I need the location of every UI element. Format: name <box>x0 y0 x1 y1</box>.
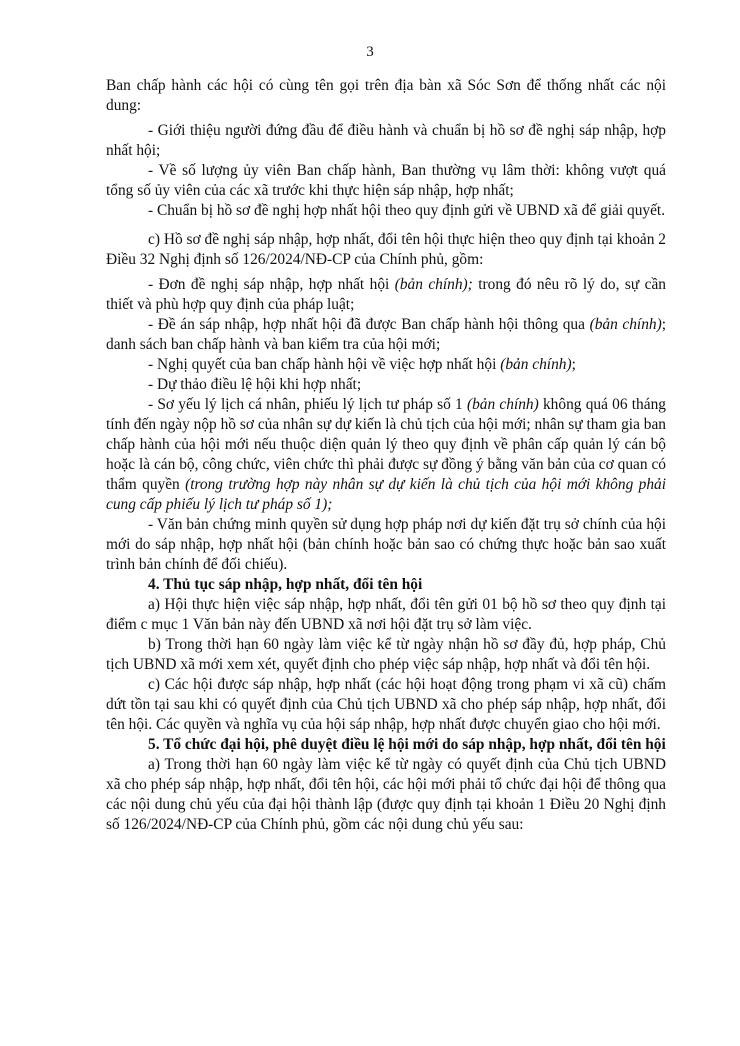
list-item: - Giới thiệu người đứng đầu để điều hành và chuẩn bị hồ sơ đề nghị sáp nhập, hợp nhất hội; <box>106 122 666 159</box>
list-item: - Đề án sáp nhập, hợp nhất hội đã được Ban chấp hành hội thông qua (bản chính); danh sách ban chấp hành và ban kiểm tra của hội mới; <box>106 316 666 353</box>
section-heading: 4. Thủ tục sáp nhập, hợp nhất, đổi tên hội <box>148 576 423 593</box>
list-item: - Nghị quyết của ban chấp hành hội về việc hợp nhất hội (bản chính); <box>148 356 576 373</box>
paragraph: c) Hồ sơ đề nghị sáp nhập, hợp nhất, đổi tên hội thực hiện theo quy định tại khoản 2 Điều 32 Nghị định số 126/2024/NĐ-CP của Chính phủ, gồm: <box>106 231 666 268</box>
paragraph: b) Trong thời hạn 60 ngày làm việc kể từ ngày nhận hồ sơ đầy đủ, hợp pháp, Chủ tịch UBND xã mới xem xét, quyết định cho phép việc sáp nhập, hợp nhất và đổi tên hội. <box>106 636 666 673</box>
paragraph: a) Hội thực hiện việc sáp nhập, hợp nhất, đổi tên gửi 01 bộ hồ sơ theo quy định tại điểm c mục 1 Văn bản này đến UBND xã nơi hội đặt trụ sở làm việc. <box>106 596 666 633</box>
document-body <box>106 76 666 835</box>
page-number: 3 <box>366 44 374 60</box>
list-item: - Sơ yếu lý lịch cá nhân, phiếu lý lịch tư pháp số 1 (bản chính) không quá 06 tháng tính đến ngày nộp hồ sơ của nhân sự dự kiến là chủ tịch của hội mới; nhân sự tham gia ban chấp hành của hội mới nếu thuộc diện quản lý theo quy định về phân cấp quản lý cán bộ hoặc là cán bộ, công chức, viên chức thì phải được sự đồng ý bằng văn bản của cơ quan có thẩm quyền (trong trường hợp này nhân sự dự kiến là chủ tịch của hội mới không phải cung cấp phiếu lý lịch tư pháp số 1); <box>106 396 666 513</box>
paragraph: a) Trong thời hạn 60 ngày làm việc kể từ ngày có quyết định của Chủ tịch UBND xã cho phép sáp nhập, hợp nhất, đổi tên hội, các hội mới phải tổ chức đại hội để thông qua các nội dung chủ yếu của đại hội thành lập (được quy định tại khoản 1 Điều 20 Nghị định số 126/2024/NĐ-CP của Chính phủ, gồm các nội dung chủ yếu sau: <box>106 756 666 833</box>
list-item: - Chuẩn bị hồ sơ đề nghị hợp nhất hội theo quy định gửi về UBND xã để giải quyết. <box>148 202 666 219</box>
section-heading: 5. Tổ chức đại hội, phê duyệt điều lệ hội mới do sáp nhập, hợp nhất, đổi tên hội <box>148 736 666 753</box>
list-item: - Dự thảo điều lệ hội khi hợp nhất; <box>148 376 362 393</box>
paragraph: Ban chấp hành các hội có cùng tên gọi trên địa bàn xã Sóc Sơn để thống nhất các nội dung: <box>106 77 666 114</box>
list-item: - Về số lượng ủy viên Ban chấp hành, Ban thường vụ lâm thời: không vượt quá tổng số ủy viên của các xã trước khi thực hiện sáp nhập, hợp nhất; <box>106 162 666 199</box>
list-item: - Văn bản chứng minh quyền sử dụng hợp pháp nơi dự kiến đặt trụ sở chính của hội mới do sáp nhập, hợp nhất hội (bản chính hoặc bản sao có chứng thực hoặc bản sao xuất trình bản chính để đối chiếu). <box>106 516 666 573</box>
list-item: - Đơn đề nghị sáp nhập, hợp nhất hội (bản chính); trong đó nêu rõ lý do, sự cần thiết và phù hợp quy định của pháp luật; <box>106 276 666 313</box>
paragraph: c) Các hội được sáp nhập, hợp nhất (các hội hoạt động trong phạm vi xã cũ) chấm dứt tồn tại sau khi có quyết định của Chủ tịch UBND xã cho phép sáp nhập, hợp nhất, đổi tên hội. Các quyền và nghĩa vụ của hội sáp nhập, hợp nhất được chuyển giao cho hội mới. <box>106 676 666 733</box>
